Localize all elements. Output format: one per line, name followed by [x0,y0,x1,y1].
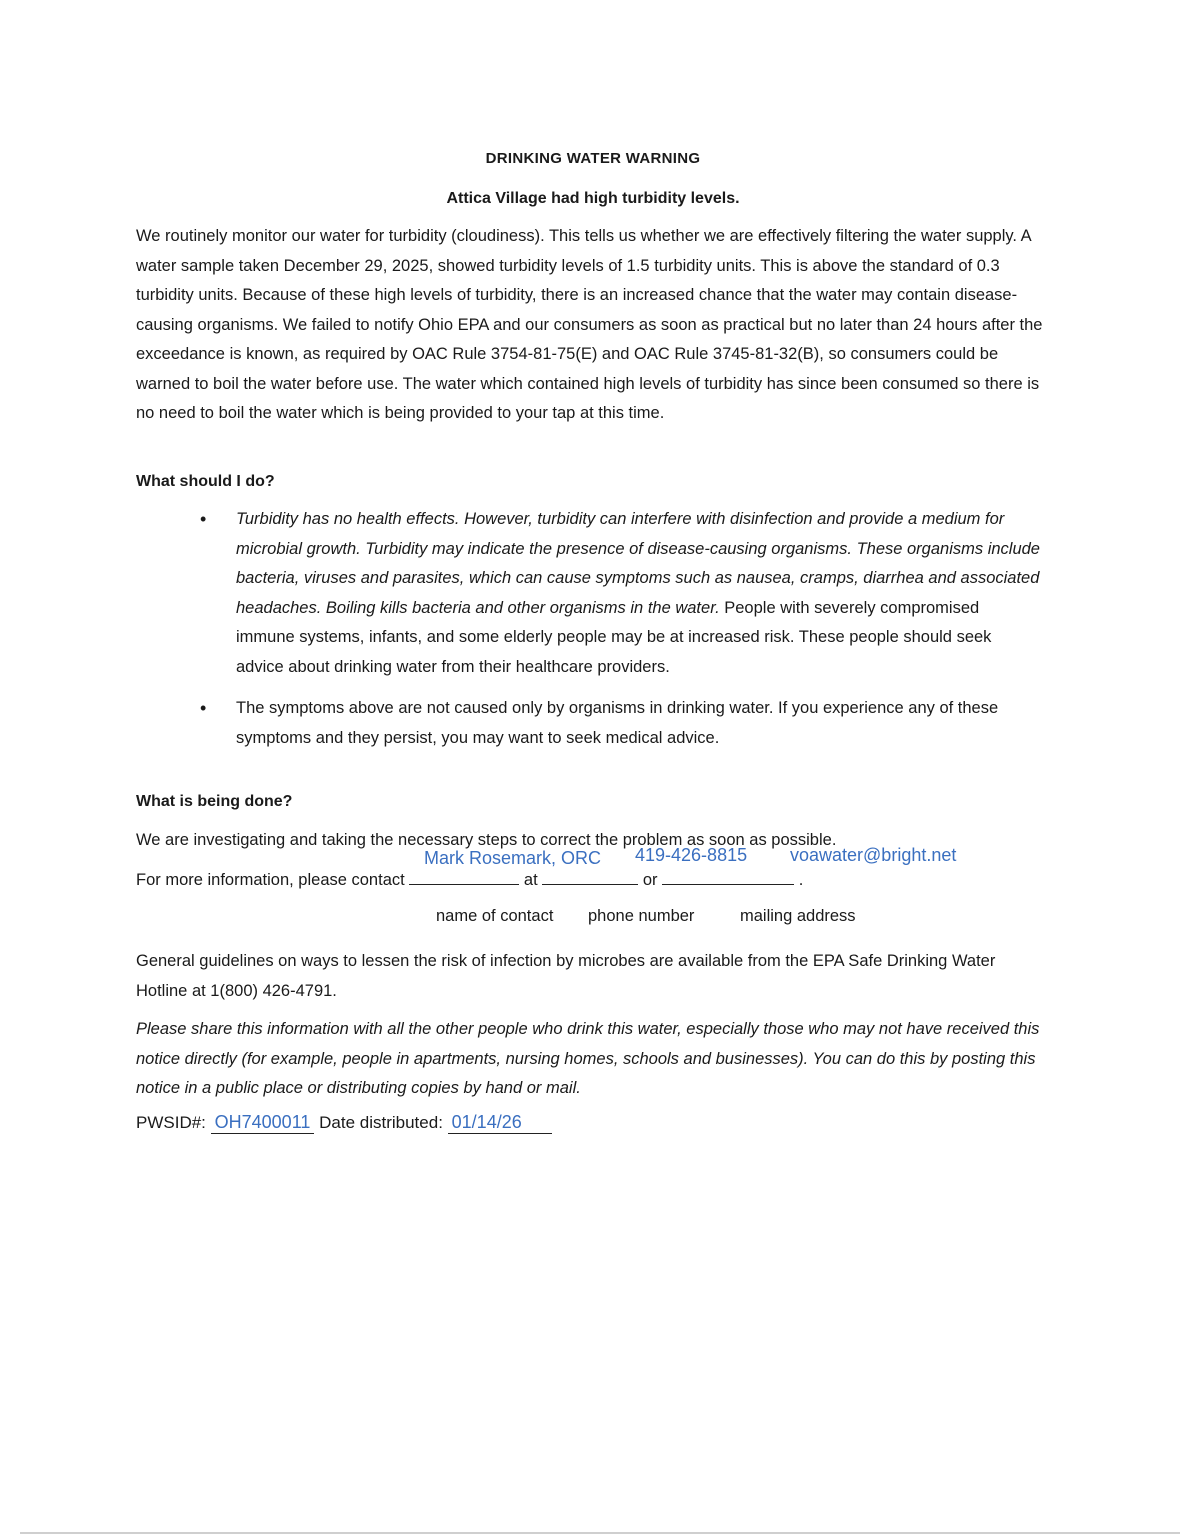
health-effects-italic-text: Turbidity has no health effects. However, turbidity can interfere with disinfection and provide a medium for microbial growth. Turbidity may indicate the presence of disease-causing organisms. These organisms include bacteria, viruses and parasites, which can cause symptoms such as nausea, cramps, diarrhea and associated headaches. Boiling kills bacteria and other organisms in the water. [236,510,1040,617]
contact-name-blank [409,870,519,885]
date-distributed-value: 01/14/26 [448,1112,552,1134]
contact-name-value: Mark Rosemark, ORC [424,848,602,868]
what-to-do-list [200,505,1040,753]
contact-period: . [798,871,804,889]
date-distributed-label: Date distributed: [319,1113,443,1132]
label-mailing-address: mailing address [740,907,856,925]
list-item [200,505,1040,682]
being-done-paragraph: We are investigating and taking the necessary steps to correct the problem as soon as possible. [136,831,837,849]
notice-subtitle: Attica Village had high turbidity levels. [446,190,740,207]
scan-edge-line [20,1532,1180,1534]
pwsid-value: OH7400011 [211,1112,315,1134]
contact-email-value: voawater@bright.net [790,845,957,865]
contact-line [136,870,803,890]
health-effects-text: People with severely compromised immune systems, infants, and some elderly people may be at increased risk. These people should seek advice about drinking water from their healthcare providers. [236,598,992,676]
contact-phone-blank [542,870,638,885]
share-paragraph: Please share this information with all the other people who drink this water, especially those who may not have received this notice directly (for example, people in apartments, nursing homes, schools and businesses). You can do this by posting this notice in a public place or distributing copies by hand or mail. [136,1020,1040,1097]
symptoms-text: The symptoms above are not caused only by organisms in drinking water. If you experience any of these symptoms and they persist, you may want to seek medical advice. [236,699,999,747]
label-name-of-contact: name of contact [436,907,554,925]
label-phone-number: phone number [588,907,695,925]
list-item [200,694,1040,753]
intro-paragraph: We routinely monitor our water for turbidity (cloudiness). This tells us whether we are effectively filtering the water supply. A water sample taken December 29, 2025, showed turbidity levels of 1.5 turbidity units. This is above the standard of 0.3 turbidity units. Because of these high levels of turbidity, there is an increased chance that the water may contain disease-causing organisms. We failed to notify Ohio EPA and our consumers as soon as practical but no later than 24 hours after the exceedance is known, as required by OAC Rule 3754-81-75(E) and OAC Rule 3745-81-32(B), so consumers could be warned to boil the water before use. The water which contained high levels of turbidity has since been consumed so there is no need to boil the water which is being provided to your tap at this time. [136,227,1043,422]
guidelines-paragraph: General guidelines on ways to lessen the risk of infection by microbes are available from the EPA Safe Drinking Water Hotline at 1(800) 426-4791. [136,952,996,1000]
contact-prefix: For more information, please contact [136,871,405,889]
contact-address-blank [662,870,794,885]
contact-or: or [642,871,658,889]
contact-at: at [523,871,538,889]
notice-title: DRINKING WATER WARNING [485,150,701,167]
footer-row [136,1112,552,1134]
what-is-being-done-heading: What is being done? [136,793,293,810]
pwsid-label: PWSID#: [136,1113,206,1132]
contact-phone-value: 419-426-8815 [635,845,748,865]
what-should-i-do-heading: What should I do? [136,473,275,490]
